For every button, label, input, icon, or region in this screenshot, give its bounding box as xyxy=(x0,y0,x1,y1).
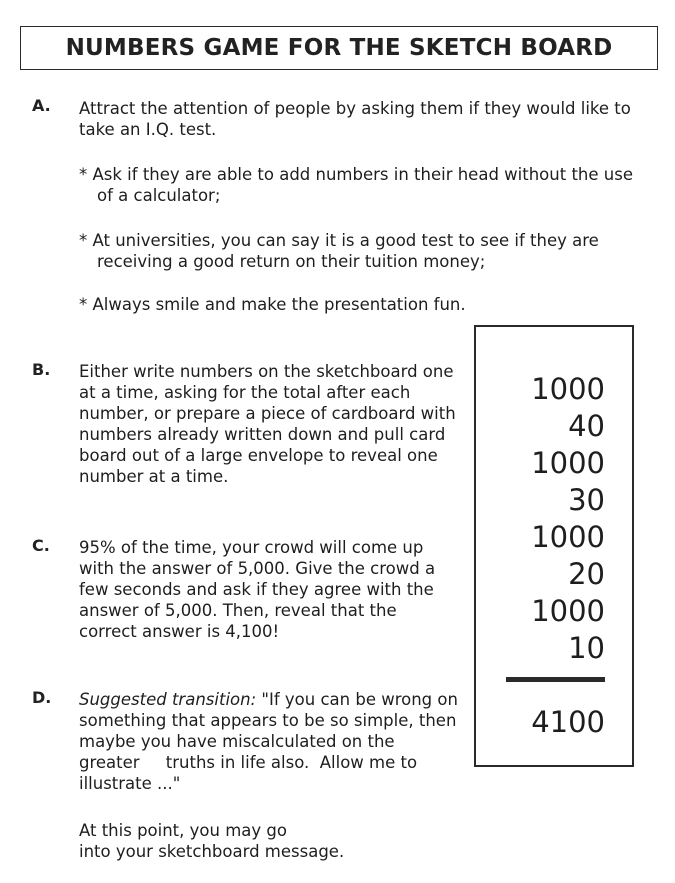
section-c-line: with the answer of 5,000. Give the crowd a xyxy=(79,559,436,578)
section-a-letter: A. xyxy=(32,96,51,115)
section-b-line: board out of a large envelope to reveal one xyxy=(79,446,438,465)
section-d-text xyxy=(79,689,458,794)
closing-text xyxy=(79,820,344,862)
number-value: 20 xyxy=(568,557,605,591)
section-d-line: maybe you have miscalculated on the xyxy=(79,732,395,751)
section-a-bullet-smile xyxy=(79,294,466,315)
section-b-line: at a time, asking for the total after each xyxy=(79,383,411,402)
section-b-line: number at a time. xyxy=(79,467,229,486)
section-b-line: number, or prepare a piece of cardboard with xyxy=(79,404,456,423)
bullet-line: * Always smile and make the presentation fun. xyxy=(79,295,466,314)
number-value: 1000 xyxy=(531,372,605,406)
section-c-line: 95% of the time, your crowd will come up xyxy=(79,538,424,557)
section-a-line: Attract the attention of people by asking them if they would like to xyxy=(79,99,631,118)
section-d-line: something that appears to be so simple, then xyxy=(79,711,457,730)
section-d-line xyxy=(79,689,458,710)
section-c-line: few seconds and ask if they agree with the xyxy=(79,580,434,599)
page-title: NUMBERS GAME FOR THE SKETCH BOARD xyxy=(65,35,613,61)
section-b-letter: B. xyxy=(32,360,51,379)
number-value: 1000 xyxy=(531,520,605,554)
section-d-line: greater truths in life also. Allow me to xyxy=(79,753,418,772)
section-b-line: numbers already written down and pull card xyxy=(79,425,446,444)
section-a-bullet-universities xyxy=(79,230,599,272)
number-value: 10 xyxy=(568,631,605,665)
transition-label: Suggested transition: xyxy=(79,690,257,709)
bullet-line: receiving a good return on their tuition money; xyxy=(97,252,486,271)
number-value: 1000 xyxy=(531,446,605,480)
bullet-line: * Ask if they are able to add numbers in their head without the use xyxy=(79,165,633,184)
closing-line: At this point, you may go xyxy=(79,821,287,840)
section-c-line: answer of 5,000. Then, reveal that the xyxy=(79,601,397,620)
title-box xyxy=(20,26,658,70)
bullet-line: * At universities, you can say it is a good test to see if they are xyxy=(79,231,599,250)
transition-quote-start: "If you can be wrong on xyxy=(256,690,458,709)
bullet-line: of a calculator; xyxy=(97,186,221,205)
section-c-text xyxy=(79,537,435,642)
number-box xyxy=(474,325,634,767)
total-value: 4100 xyxy=(531,705,605,739)
section-a-line: take an I.Q. test. xyxy=(79,120,217,139)
section-a-text xyxy=(79,98,631,140)
section-b-line: Either write numbers on the sketchboard one xyxy=(79,362,454,381)
sum-divider-line xyxy=(506,677,605,682)
number-value: 30 xyxy=(568,483,605,517)
section-d-letter: D. xyxy=(32,688,52,707)
number-value: 40 xyxy=(568,409,605,443)
section-a-bullet-calculator xyxy=(79,164,633,206)
section-d-line: illustrate ..." xyxy=(79,774,181,793)
section-b-text xyxy=(79,361,456,487)
number-value: 1000 xyxy=(531,594,605,628)
section-c-letter: C. xyxy=(32,536,50,555)
section-c-line: correct answer is 4,100! xyxy=(79,622,280,641)
closing-line: into your sketchboard message. xyxy=(79,842,345,861)
